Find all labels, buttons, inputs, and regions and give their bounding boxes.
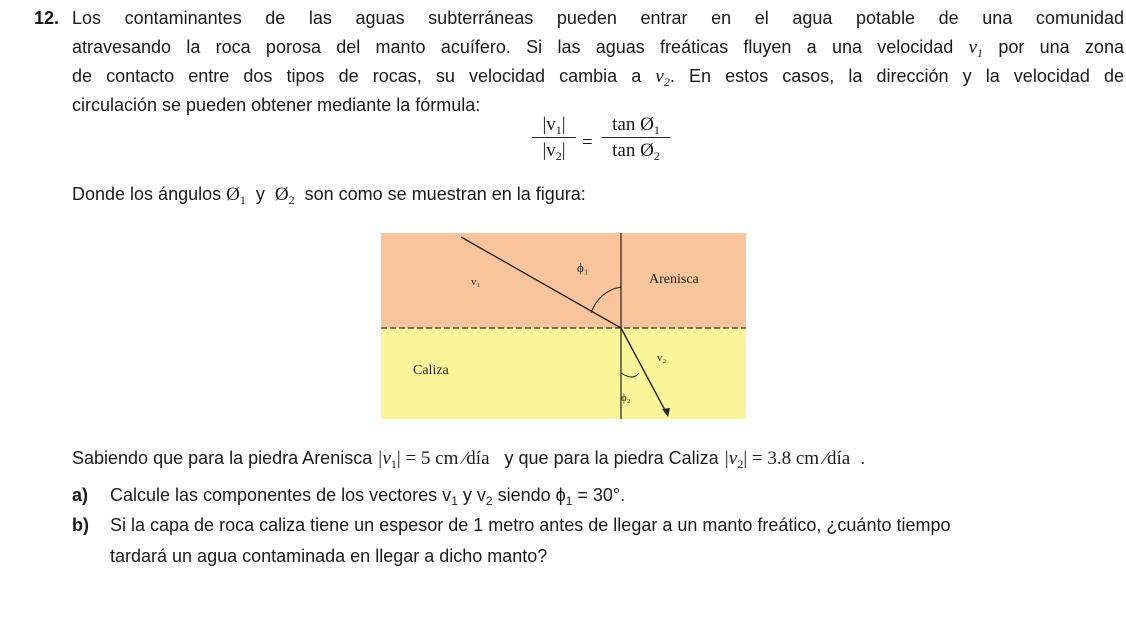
given-values: Sabiendo que para la piedra Arenisca $|v_1| = 5$ cm ⁄día y que para la piedra Caliza $|v_2| = 3.8$ cm ⁄día . bbox=[72, 448, 866, 471]
label-v2: v₂ bbox=[657, 352, 667, 364]
label-v1: v₁ bbox=[471, 276, 481, 288]
intro-line-1: Los contaminantes de las aguas subterráneas pueden entrar en el agua potable de una comunidad bbox=[72, 8, 1124, 28]
velocity-angle-formula bbox=[532, 114, 672, 180]
question-b-label: b) bbox=[72, 515, 89, 535]
question-a-text: Calcule las componentes de los vectores $v_1$ y $v_2$ siendo $\phi_1 = 30^\circ$. bbox=[110, 485, 626, 508]
v2-symbol: $v_2$ bbox=[655, 66, 670, 89]
label-arenisca: Arenisca bbox=[649, 272, 699, 287]
equals-sign: = bbox=[582, 132, 593, 153]
intro-line-3: de contacto entre dos tipos de rocas, su velocidad cambia a $v_2$. En estos casos, la dirección y la velocidad de bbox=[72, 66, 1124, 89]
question-b-line2: tardará un agua contaminada en llegar a dicho manto? bbox=[110, 546, 548, 566]
question-a-label: a) bbox=[72, 485, 89, 505]
tangent-ratio: $\frac{\tan Ø_1}{\tan Ø_2}$ bbox=[602, 114, 670, 162]
intro-line-2: atravesando la roca porosa del manto acuífero. Si las aguas freáticas fluyen a una velocidad $v_1$ por una zona bbox=[72, 37, 1124, 60]
velocity-ratio: $\frac{|v_1|}{|v_2|}$ bbox=[532, 114, 576, 162]
problem-intro bbox=[72, 4, 1124, 120]
rock-layers-figure bbox=[381, 233, 746, 419]
intro-line-4: circulación se pueden obtener mediante la fórmula: bbox=[72, 95, 481, 115]
question-b-line1: Si la capa de roca caliza tiene un espesor de 1 metro antes de llegar a un manto freático, ¿cuánto tiempo bbox=[110, 515, 951, 535]
v1-symbol: $v_1$ bbox=[968, 37, 984, 60]
label-caliza: Caliza bbox=[413, 363, 449, 378]
problem-number: 12. bbox=[34, 8, 60, 28]
label-phi2: ϕ₂ bbox=[621, 392, 631, 404]
label-phi1: ϕ₁ bbox=[577, 260, 589, 275]
angles-description: Donde los ángulos $Ø_1$ y $Ø_2$ son como se muestran en la figura: bbox=[72, 184, 586, 207]
